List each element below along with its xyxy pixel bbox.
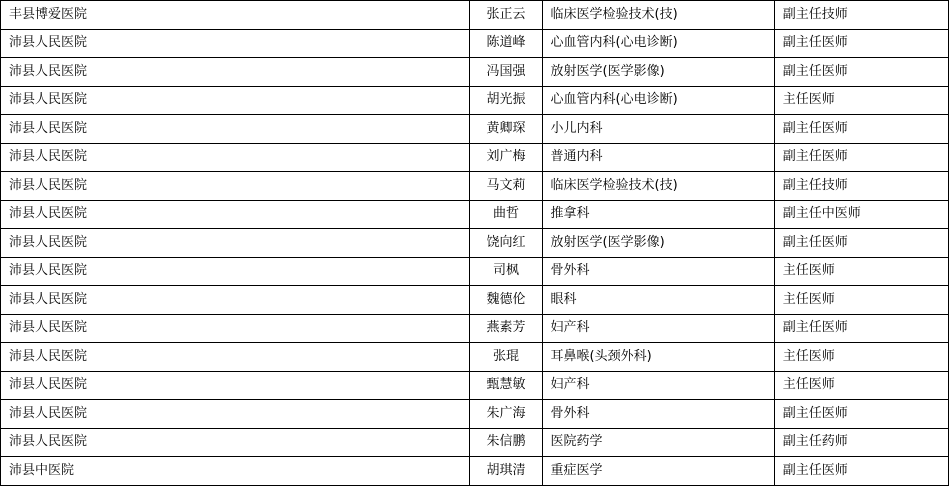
department-cell: 重症医学	[542, 457, 774, 486]
table-row	[1, 257, 949, 286]
professional-title-cell: 主任医师	[774, 343, 948, 372]
department-cell: 临床医学检验技术(技)	[542, 172, 774, 201]
department-cell: 临床医学检验技术(技)	[542, 1, 774, 30]
department-cell: 骨外科	[542, 257, 774, 286]
practitioner-name-cell: 朱广海	[470, 400, 542, 429]
table-row	[1, 58, 949, 87]
table-row	[1, 371, 949, 400]
table-row	[1, 172, 949, 201]
table-row	[1, 400, 949, 429]
table-row	[1, 428, 949, 457]
department-cell: 医院药学	[542, 428, 774, 457]
hospital-cell: 沛县人民医院	[1, 86, 470, 115]
practitioner-name-cell: 刘广梅	[470, 143, 542, 172]
hospital-cell: 沛县人民医院	[1, 115, 470, 144]
table-body	[1, 1, 949, 486]
professional-title-cell: 副主任医师	[774, 457, 948, 486]
hospital-cell: 丰县博爱医院	[1, 1, 470, 30]
department-cell: 妇产科	[542, 371, 774, 400]
professional-title-cell: 主任医师	[774, 371, 948, 400]
practitioner-name-cell: 朱信鹏	[470, 428, 542, 457]
hospital-cell: 沛县人民医院	[1, 428, 470, 457]
professional-title-cell: 副主任医师	[774, 229, 948, 258]
hospital-cell: 沛县人民医院	[1, 257, 470, 286]
table-row	[1, 314, 949, 343]
hospital-cell: 沛县人民医院	[1, 143, 470, 172]
practitioner-name-cell: 司枫	[470, 257, 542, 286]
table-row	[1, 86, 949, 115]
table-row	[1, 1, 949, 30]
practitioner-name-cell: 曲哲	[470, 200, 542, 229]
practitioner-name-cell: 甄慧敏	[470, 371, 542, 400]
hospital-cell: 沛县人民医院	[1, 371, 470, 400]
professional-title-cell: 副主任医师	[774, 400, 948, 429]
department-cell: 骨外科	[542, 400, 774, 429]
professional-title-cell: 副主任技师	[774, 172, 948, 201]
professional-title-cell: 副主任医师	[774, 314, 948, 343]
practitioner-name-cell: 饶向红	[470, 229, 542, 258]
practitioner-name-cell: 冯国强	[470, 58, 542, 87]
table-row	[1, 29, 949, 58]
professional-title-cell: 副主任医师	[774, 143, 948, 172]
hospital-cell: 沛县中医院	[1, 457, 470, 486]
practitioner-name-cell: 胡光振	[470, 86, 542, 115]
professional-title-cell: 主任医师	[774, 86, 948, 115]
hospital-cell: 沛县人民医院	[1, 286, 470, 315]
department-cell: 心血管内科(心电诊断)	[542, 86, 774, 115]
practitioner-name-cell: 燕素芳	[470, 314, 542, 343]
professional-title-cell: 主任医师	[774, 257, 948, 286]
hospital-cell: 沛县人民医院	[1, 29, 470, 58]
hospital-cell: 沛县人民医院	[1, 172, 470, 201]
practitioner-name-cell: 胡琪清	[470, 457, 542, 486]
department-cell: 放射医学(医学影像)	[542, 229, 774, 258]
professional-title-cell: 副主任医师	[774, 29, 948, 58]
department-cell: 普通内科	[542, 143, 774, 172]
department-cell: 放射医学(医学影像)	[542, 58, 774, 87]
practitioner-name-cell: 张正云	[470, 1, 542, 30]
department-cell: 小儿内科	[542, 115, 774, 144]
department-cell: 眼科	[542, 286, 774, 315]
hospital-cell: 沛县人民医院	[1, 58, 470, 87]
hospital-cell: 沛县人民医院	[1, 343, 470, 372]
table-row	[1, 343, 949, 372]
professional-title-cell: 副主任药师	[774, 428, 948, 457]
table-row	[1, 457, 949, 486]
department-cell: 推拿科	[542, 200, 774, 229]
hospital-cell: 沛县人民医院	[1, 229, 470, 258]
hospital-cell: 沛县人民医院	[1, 200, 470, 229]
practitioner-name-cell: 张琨	[470, 343, 542, 372]
practitioner-name-cell: 魏德伦	[470, 286, 542, 315]
professional-title-cell: 副主任技师	[774, 1, 948, 30]
table-row	[1, 286, 949, 315]
professional-title-cell: 主任医师	[774, 286, 948, 315]
professional-title-cell: 副主任中医师	[774, 200, 948, 229]
professional-title-cell: 副主任医师	[774, 115, 948, 144]
table-row	[1, 115, 949, 144]
department-cell: 妇产科	[542, 314, 774, 343]
practitioner-name-cell: 黄卿琛	[470, 115, 542, 144]
table-row	[1, 143, 949, 172]
practitioner-name-cell: 马文莉	[470, 172, 542, 201]
department-cell: 心血管内科(心电诊断)	[542, 29, 774, 58]
hospital-cell: 沛县人民医院	[1, 400, 470, 429]
table-row	[1, 229, 949, 258]
table-row	[1, 200, 949, 229]
practitioner-name-cell: 陈道峰	[470, 29, 542, 58]
professional-title-cell: 副主任医师	[774, 58, 948, 87]
department-cell: 耳鼻喉(头颈外科)	[542, 343, 774, 372]
hospital-cell: 沛县人民医院	[1, 314, 470, 343]
